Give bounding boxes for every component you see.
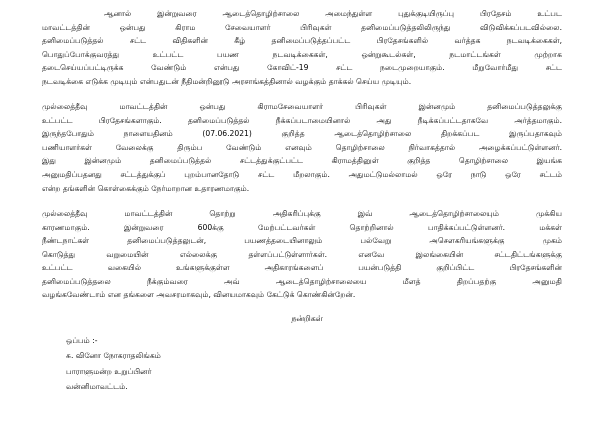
- paragraph-line: அனுமதிப்பதனது சட்டத்துக்குப் புறம்பானதோடு சட்ட மீறலாகும். அதுமட்டுமல்லாமல் ஒரே நாடு ஒரே சட்டம்: [42, 170, 562, 180]
- paragraph-line: இது இன்னமும் தனிமைப்படுத்தல் சட்டத்துக்குட்பட்ட கிராமத்தினுள் குறித்த தொழிற்சாலை இயங்க: [42, 156, 562, 166]
- paragraph-line: தனிமைப்படுத்தலை நீக்கும்வரை அவ் ஆடைத்தொழிற்சாலையை மீளத் திறப்பதற்கு அனுமதி: [42, 276, 562, 286]
- paragraph-line: ஆனால் இன்றுவரை ஆடைத்தொழிற்சாலை அமைந்துள்ள புதுக்குடியிருப்பு பிரதேசம் உட்பட: [104, 9, 562, 18]
- paragraph-line: என்ற தங்களின் கொள்கைக்கும் நேர்மாறான உதாரணமாகும்.: [42, 183, 250, 193]
- paragraph-3: [42, 207, 562, 302]
- paragraph-line: தடைசெய்யப்பட்டிருக்க வேண்டும் என்பது கோவிட்-19 சட்ட நடைமுறையாகும். மீறுவோர்மீது சட்ட: [42, 63, 562, 73]
- paragraph-line: பொதுப்போக்குவரத்து உட்பட்ட பயண நடவடிக்கைகள், ஒன்றுகூடல்கள், நடமாட்டங்கள் முற்றாக: [42, 49, 562, 59]
- paragraph-line: பணியாளர்கள் வேலைக்கு திரும்ப வேண்டும் எனவும் தொழிற்சாலை நிர்வாகத்தால் அழைக்கப்பட்டுள்ளனர்.: [42, 142, 562, 152]
- paragraph-line: முல்லைத்தீவு மாவட்டத்தின் ஒன்பது கிராமசேவையாளர் பிரிவுகள் இன்னமும் தனிமைப்படுத்தலுக்கு: [42, 102, 562, 112]
- paragraph-line: உட்பட்ட வகையில் உங்களுக்குள்ள அதிகாரங்களைப் பயன்படுத்தி குறிப்பிட்ட பிரதேசங்களின்: [42, 263, 562, 273]
- signatory-title: பாராளுமன்ற உறுப்பினர்: [66, 366, 152, 376]
- paragraph-line: வழங்கவேண்டாம் என தங்களை அவசரமாகவும், வினயமாகவும் கேட்டுக் கொண்கின்றேன்.: [42, 290, 356, 300]
- closing-thanks: நன்றிகள்: [291, 313, 323, 323]
- paragraph-1: [42, 7, 562, 88]
- paragraph-line: உட்பட்ட பிரதேசங்களாகும். தனிமைப்படுத்தல் நீக்கப்படாமையினால் அது நீடிக்கப்பட்டதாகவே அர்த்தமாகும்.: [42, 115, 562, 125]
- signatory-district: வன்னிமாவட்டம்.: [66, 382, 128, 392]
- paragraph-line: தனிமைப்படுத்தல் சட்ட விதிகளின் கீழ் தனிமைப்படுத்தப்பட்ட பிரதேசங்களில் வர்த்தக நடவடிக்கைகள்,: [42, 36, 562, 46]
- signatory-name: சு. வினோ நோகராதலிங்கம்: [66, 351, 161, 361]
- paragraph-line: மாவட்டத்தின் ஒன்பது கிராம சேவையாளர் பிரிவுகள் தனிமைப்படுத்தலிலிருந்து விடுவிக்கப்படவில்லை.: [42, 22, 562, 32]
- paragraph-line: நடவடிக்கை எடுக்க முடியும் என்பதுடன் நீதிமன்றினூடு அரசாங்கத்தினால் வழக்கும் தாக்கல் செய்ய முடியும்.: [42, 76, 412, 86]
- paragraph-line: இருந்தபோதும் நாளையதினம் (07.06.2021) குறித்த ஆடைத்தொழிற்சாலை திறக்கப்பட இருப்பதாகவும்: [42, 129, 562, 139]
- signature-label: ஒப்பம் :-: [66, 335, 98, 345]
- paragraph-2: [42, 100, 562, 195]
- paragraph-line: நீண்டநாட்கள் தனிமைப்படுத்தலுடன், பயணத்தடையினாலும் பல்வேறு அசௌகரியங்களுக்கு முகம்: [42, 236, 562, 246]
- paragraph-line: முல்லைத்தீவு மாவட்டத்தின் தொற்று அதிகரிப்புக்கு இவ் ஆடைத்தொழிற்சாலையும் முக்கிய: [42, 209, 562, 219]
- paragraph-line: காரணமாகும். இன்றுவரை 600க்கு மேற்பட்டவர்கள் தொற்றினால் பாதிக்கப்பட்டுள்ளனர். மக்கள்: [42, 222, 562, 232]
- signature-block: [42, 333, 562, 395]
- paragraph-line: கொடுத்து வறுமையின் எல்லைக்கு தள்ளப்பட்டுள்ளார்கள். எனவே இலங்கையின் சட்டதிட்டங்களுக்கு: [42, 249, 562, 259]
